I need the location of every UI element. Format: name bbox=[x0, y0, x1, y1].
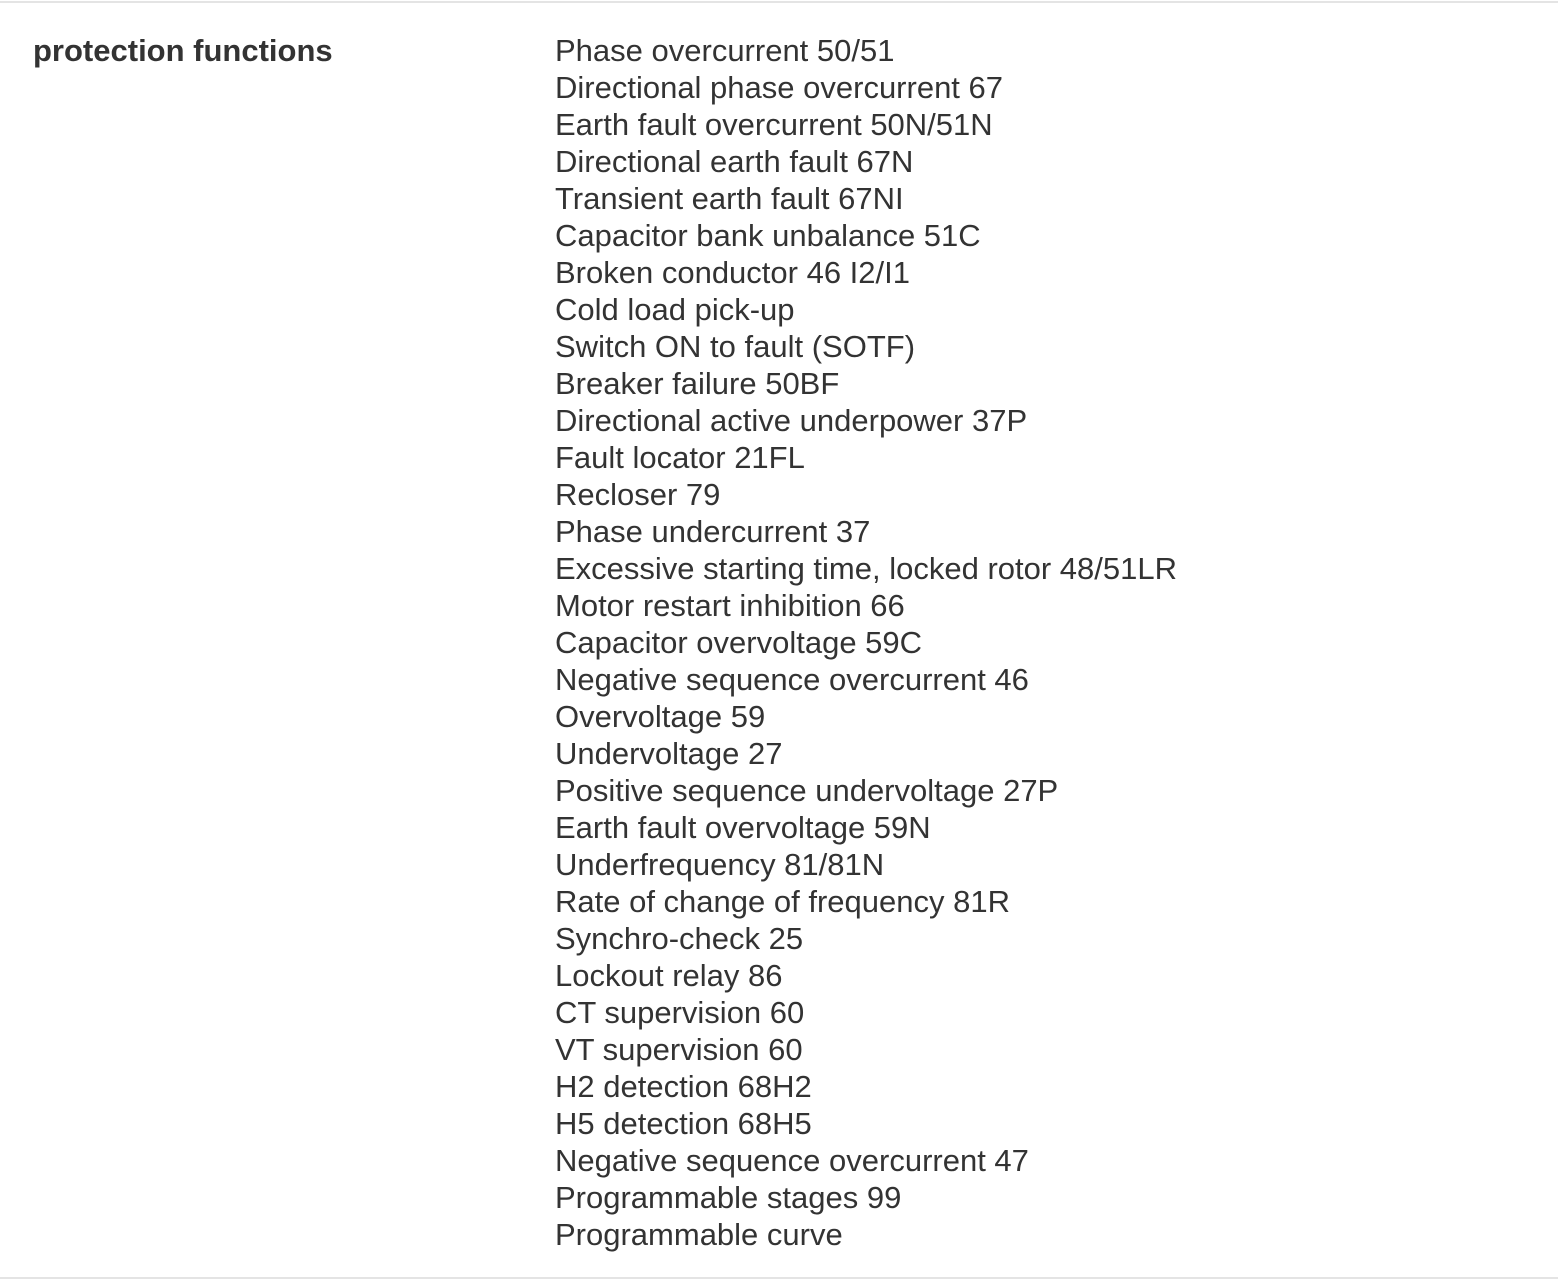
list-item: Directional earth fault 67N bbox=[555, 144, 914, 179]
list-item: CT supervision 60 bbox=[555, 995, 805, 1030]
list-item: Cold load pick-up bbox=[555, 292, 795, 327]
list-item: Phase overcurrent 50/51 bbox=[555, 33, 895, 68]
list-item: Fault locator 21FL bbox=[555, 440, 805, 475]
list-item: Earth fault overcurrent 50N/51N bbox=[555, 107, 993, 142]
list-item: Excessive starting time, locked rotor 48/51LR bbox=[555, 551, 1177, 586]
list-item: Positive sequence undervoltage 27P bbox=[555, 773, 1059, 808]
list-item: VT supervision 60 bbox=[555, 1032, 803, 1067]
list-item: Lockout relay 86 bbox=[555, 958, 783, 993]
list-item: Negative sequence overcurrent 47 bbox=[555, 1143, 1029, 1178]
protection-functions-list bbox=[555, 32, 1177, 1253]
list-item: Breaker failure 50BF bbox=[555, 366, 840, 401]
list-item: Underfrequency 81/81N bbox=[555, 847, 885, 882]
list-item: Synchro-check 25 bbox=[555, 921, 804, 956]
list-item: Switch ON to fault (SOTF) bbox=[555, 329, 916, 364]
table-top-border bbox=[0, 1, 1558, 3]
list-item: Undervoltage 27 bbox=[555, 736, 783, 771]
list-item: Programmable stages 99 bbox=[555, 1180, 902, 1215]
list-item: Programmable curve bbox=[555, 1217, 843, 1252]
list-item: Recloser 79 bbox=[555, 477, 721, 512]
list-item: Directional active underpower 37P bbox=[555, 403, 1028, 438]
list-item: H5 detection 68H5 bbox=[555, 1106, 812, 1141]
list-item: Overvoltage 59 bbox=[555, 699, 766, 734]
list-item: Capacitor bank unbalance 51C bbox=[555, 218, 981, 253]
list-item: Rate of change of frequency 81R bbox=[555, 884, 1010, 919]
list-item: Earth fault overvoltage 59N bbox=[555, 810, 931, 845]
list-item: H2 detection 68H2 bbox=[555, 1069, 812, 1104]
list-item: Motor restart inhibition 66 bbox=[555, 588, 905, 623]
row-label: protection functions bbox=[33, 33, 333, 68]
list-item: Directional phase overcurrent 67 bbox=[555, 70, 1004, 105]
table-bottom-border bbox=[0, 1277, 1558, 1279]
list-item: Phase undercurrent 37 bbox=[555, 514, 871, 549]
list-item: Negative sequence overcurrent 46 bbox=[555, 662, 1029, 697]
list-item: Broken conductor 46 I2/I1 bbox=[555, 255, 911, 290]
list-item: Transient earth fault 67NI bbox=[555, 181, 904, 216]
list-item: Capacitor overvoltage 59C bbox=[555, 625, 923, 660]
